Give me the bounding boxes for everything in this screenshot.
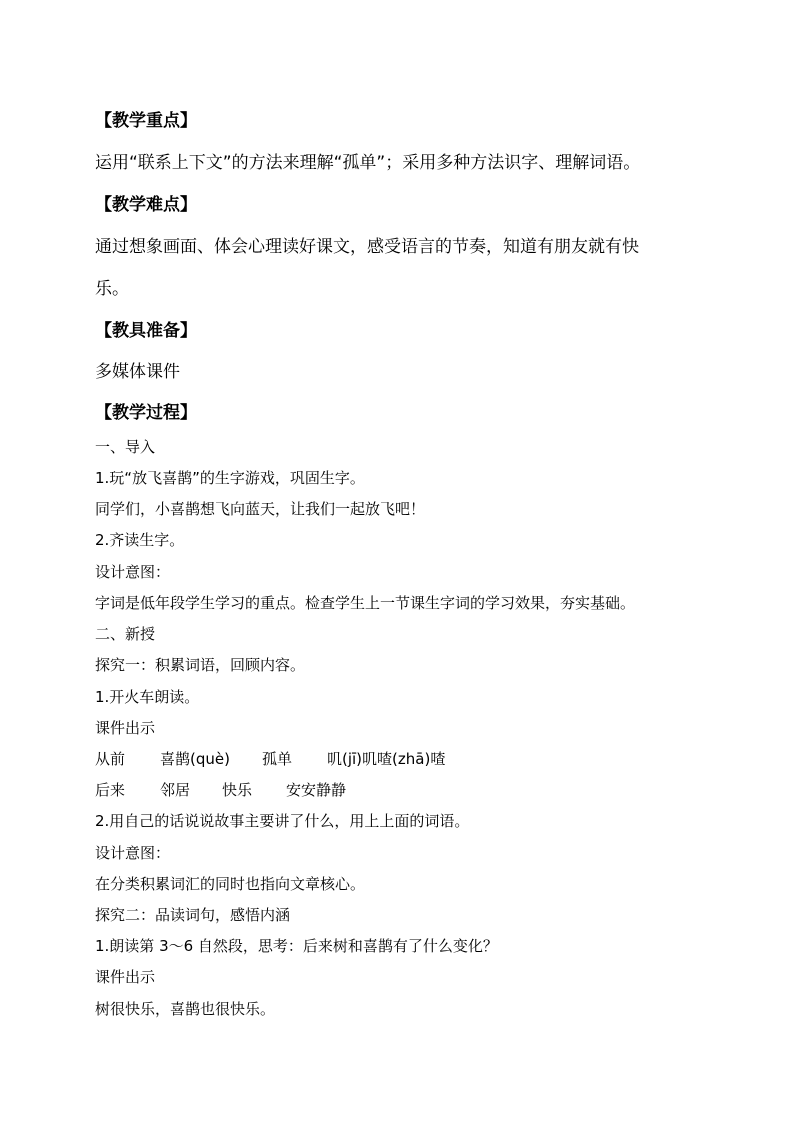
explore1-step1: 1.开火车朗读。 <box>95 688 200 706</box>
courseware-label: 课件出示 <box>95 719 156 737</box>
vocab-word: 叽(jī)叽喳(zhā)喳 <box>327 750 446 768</box>
vocab-word: 后来 <box>95 781 126 799</box>
vocab-word: 快乐 <box>222 781 253 799</box>
vocab-word: 从前 <box>95 750 126 768</box>
part1-title: 一、导入 <box>95 438 156 456</box>
materials-text: 多媒体课件 <box>95 362 180 382</box>
design-intent-text: 在分类积累词汇的同时也指向文章核心。 <box>95 875 366 893</box>
part1-step1: 1.玩“放飞喜鹊”的生字游戏，巩固生字。 <box>95 469 365 487</box>
teaching-focus-heading: 【教学重点】 <box>95 111 197 131</box>
explore1-step2: 2.用自己的话说说故事主要讲了什么，用上上面的词语。 <box>95 812 470 830</box>
part2-title: 二、新授 <box>95 625 156 643</box>
explore2-title: 探究二：品读词句，感悟内涵 <box>95 906 291 924</box>
part1-step2: 2.齐读生字。 <box>95 531 185 549</box>
teaching-difficulty-heading: 【教学难点】 <box>95 195 197 215</box>
courseware-label: 课件出示 <box>95 968 156 986</box>
design-intent-label: 设计意图： <box>95 844 171 862</box>
teaching-process-heading: 【教学过程】 <box>95 403 197 423</box>
explore2-step1: 1.朗读第 3～6 自然段，思考：后来树和喜鹊有了什么变化？ <box>95 937 498 955</box>
design-intent-text: 字词是低年段学生学习的重点。检查学生上一节课生字词的学习效果，夯实基础。 <box>95 594 636 612</box>
teaching-difficulty-text-line1: 通过想象画面、体会心理读好课文，感受语言的节奏，知道有朋友就有快 <box>95 237 639 257</box>
materials-heading: 【教具准备】 <box>95 321 197 341</box>
part1-step1-detail: 同学们，小喜鹊想飞向蓝天，让我们一起放飞吧！ <box>95 500 426 518</box>
design-intent-label: 设计意图： <box>95 563 171 581</box>
explore1-title: 探究一：积累词语，回顾内容。 <box>95 656 306 674</box>
courseware-text: 树很快乐，喜鹊也很快乐。 <box>95 1000 276 1018</box>
vocab-word: 邻居 <box>160 781 191 799</box>
vocab-word: 安安静静 <box>286 781 347 799</box>
teaching-focus-text: 运用“联系上下文”的方法来理解“孤单”；采用多种方法识字、理解词语。 <box>95 153 641 173</box>
teaching-difficulty-text-line2: 乐。 <box>95 279 129 299</box>
vocab-word: 孤单 <box>262 750 293 768</box>
vocab-word: 喜鹊(què) <box>160 750 230 768</box>
